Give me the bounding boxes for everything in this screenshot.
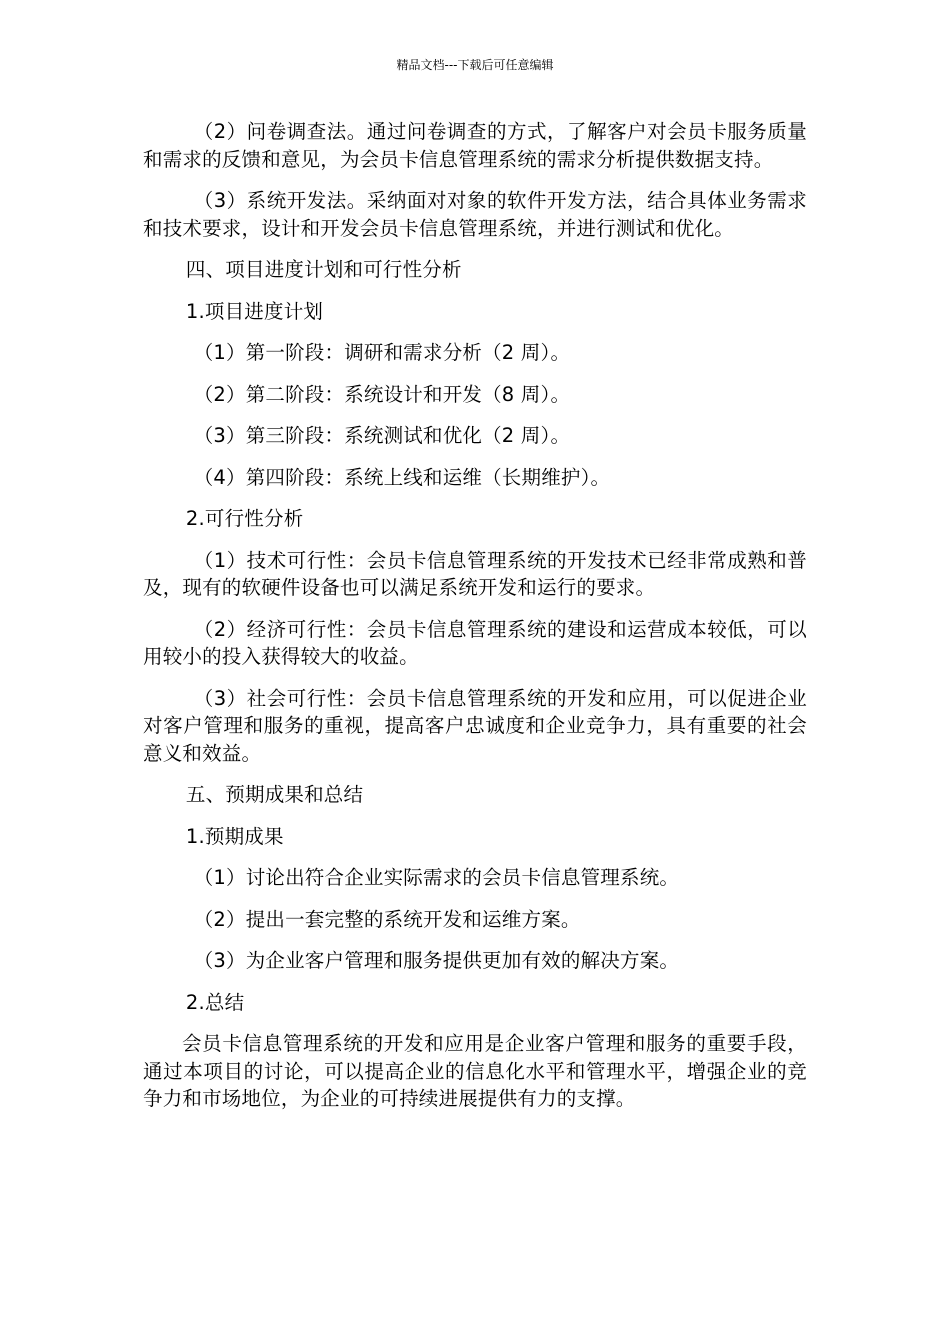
subheading-project-schedule: 1.项目进度计划 [185, 299, 324, 323]
list-item-phase-3: （3）第三阶段：系统测试和优化（2 周）。 [193, 424, 571, 447]
paragraph-questionnaire-method: （2）问卷调查法。通过问卷调查的方式，了解客户对会员卡服务质量和需求的反馈和意见，为会员卡信息管理系统的需求分析提供数据支持。 [143, 120, 807, 171]
section-heading-results-summary: 五、预期成果和总结 [185, 783, 364, 806]
paragraph-system-development-method: （3）系统开发法。采纳面对对象的软件开发方法，结合具体业务需求和技术要求，设计和开发会员卡信息管理系统，并进行测试和优化。 [143, 189, 807, 240]
subheading-summary: 2.总结 [185, 990, 245, 1014]
paragraph-economic-feasibility: （2）经济可行性：会员卡信息管理系统的建设和运营成本较低，可以用较小的投入获得较大的收益。 [143, 617, 807, 668]
list-item-result-1: （1）讨论出符合企业实际需求的会员卡信息管理系统。 [193, 866, 680, 889]
document-body [143, 118, 807, 1127]
list-item-phase-4: （4）第四阶段：系统上线和运维（长期维护）。 [193, 465, 611, 489]
list-item-result-2: （2）提出一套完整的系统开发和运维方案。 [193, 907, 581, 931]
paragraph-technical-feasibility: （1）技术可行性：会员卡信息管理系统的开发技术已经非常成熟和普及，现有的软硬件设备也可以满足系统开发和运行的要求。 [143, 548, 807, 599]
paragraph-summary: 会员卡信息管理系统的开发和应用是企业客户管理和服务的重要手段，通过本项目的讨论，可以提高企业的信息化水平和管理水平，增强企业的竞争力和市场地位，为企业的可持续进展提供有力的支撑。 [143, 1032, 807, 1110]
paragraph-social-feasibility: （3）社会可行性：会员卡信息管理系统的开发和应用，可以促进企业对客户管理和服务的重视，提高客户忠诚度和企业竞争力，具有重要的社会意义和效益。 [143, 686, 807, 765]
subheading-expected-results: 1.预期成果 [185, 824, 284, 848]
section-heading-schedule-feasibility: 四、项目进度计划和可行性分析 [185, 258, 462, 281]
list-item-result-3: （3）为企业客户管理和服务提供更加有效的解决方案。 [193, 949, 680, 972]
list-item-phase-1: （1）第一阶段：调研和需求分析（2 周）。 [193, 341, 571, 364]
list-item-phase-2: （2）第二阶段：系统设计和开发（8 周）。 [193, 382, 571, 406]
subheading-feasibility-analysis: 2.可行性分析 [185, 507, 304, 530]
page-header: 精品文档---下载后可任意编辑 [396, 58, 554, 72]
